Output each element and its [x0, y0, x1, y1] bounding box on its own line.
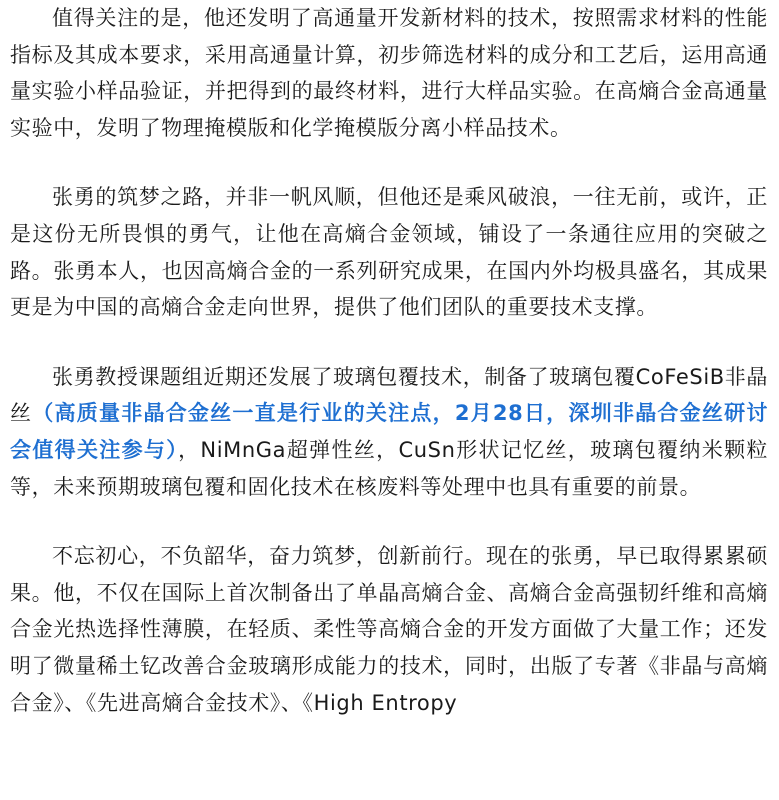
- paragraph-glass-coating: [10, 359, 768, 505]
- paragraph-high-throughput: 值得关注的是，他还发明了高通量开发新材料的技术，按照需求材料的性能指标及其成本要求，采用高通量计算，初步筛选材料的成分和工艺后，运用高通量实验小样品验证，并把得到的最终材料，进行大样品实验。在高熵合金高通量实验中，发明了物理掩模版和化学掩模版分离小样品技术。: [10, 6, 768, 140]
- conference-highlight: （高质量非晶合金丝一直是行业的关注点，2月28日，深圳非晶合金丝研讨会值得关注参与）: [10, 401, 768, 462]
- paragraph-dream-path: 张勇的筑梦之路，并非一帆风顺，但他还是乘风破浪，一往无前，或许，正是这份无所畏惧的勇气，让他在高熵合金领域，铺设了一条通往应用的突破之路。张勇本人，也因高熵合金的一系列研究成果，在国内外均极具盛名，其成果更是为中国的高熵合金走向世界，提供了他们团队的重要技术支撑。: [10, 185, 768, 320]
- glass-coating-text-before: 张勇教授课题组近期还发展了玻璃包覆技术，制备了玻璃包覆CoFeSiB非晶丝: [10, 364, 768, 426]
- paragraph-achievements: 不忘初心，不负韶华，奋力筑梦，创新前行。现在的张勇，早已取得累累硕果。他，不仅在国际上首次制备出了单晶高熵合金、高熵合金高强韧纤维和高熵合金光热选择性薄膜，在轻质、柔性等高熵合金的开发方面做了大量工作；还发明了微量稀土钇改善合金玻璃形成能力的技术，同时，出版了专著《非晶与高熵合金》、《先进高熵合金技术》、《High Entropy: [10, 544, 768, 715]
- glass-coating-text-after: ，NiMnGa超弹性丝，CuSn形状记忆丝，玻璃包覆纳米颗粒等，未来预期玻璃包覆和固化技术在核废料等处理中也具有重要的前景。: [10, 437, 768, 499]
- article-body: [10, 0, 768, 754]
